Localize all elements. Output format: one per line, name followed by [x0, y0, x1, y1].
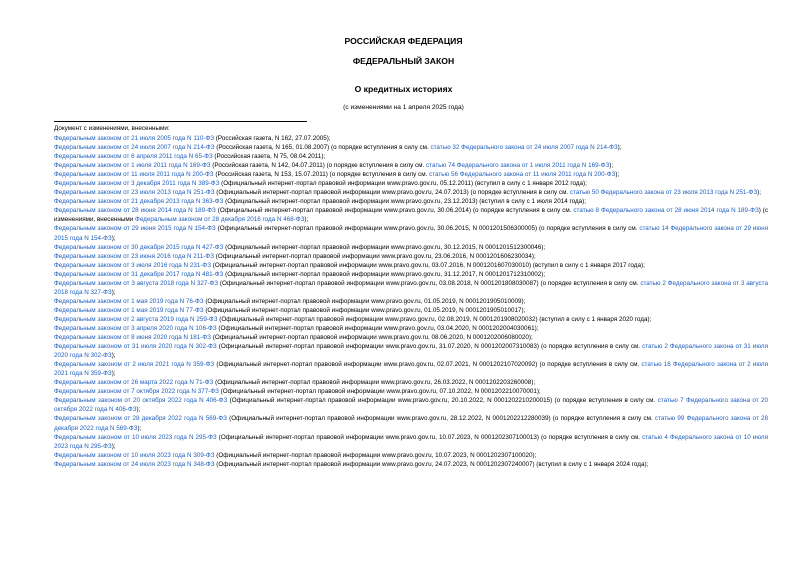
amendment-text: (Официальный интернет-портал правовой информации www.pravo.gov.ru, 01.05.2019, N 0001201905010009);	[203, 297, 526, 305]
amendment-text: (Российская газета, N 153, 15.07.2011) (о порядке вступления в силу см.	[213, 171, 430, 179]
amendment-link[interactable]: Федеральным законом от 31 июля 2020 года N 302-ФЗ	[54, 343, 217, 351]
amendment-item	[54, 451, 768, 460]
amendment-text: (Официальный интернет-портал правовой информации www.pravo.gov.ru, 24.07.2013) (о порядке вступления в силу см.	[214, 189, 570, 197]
amendment-link[interactable]: Федеральным законом от 6 апреля 2011 года N 65-ФЗ	[54, 153, 213, 161]
amendment-item	[54, 161, 768, 170]
amendment-text: (Официальный интернет-портал правовой информации www.pravo.gov.ru, 30.06.2015, N 0001201506300005) (о порядке вступления в силу см.	[215, 225, 640, 233]
amendment-item	[54, 134, 768, 143]
amendment-text: );	[137, 424, 142, 432]
amendment-link[interactable]: Федеральным законом от 3 апреля 2020 года N 106-ФЗ	[54, 324, 217, 332]
amendment-text: (Российская газета, N 165, 01.08.2007) (о порядке вступления в силу см.	[214, 144, 431, 152]
amendment-item	[54, 152, 768, 161]
amendment-link[interactable]: статью 2 Федерального закона от 3 августа 2018 года N 327-ФЗ	[54, 279, 768, 296]
amendment-link[interactable]: Федеральным законом от 3 июля 2016 года N 231-ФЗ	[54, 261, 212, 269]
amendment-link[interactable]: статью 56 Федерального закона от 11 июля 2011 года N 200-ФЗ	[429, 171, 616, 179]
amendment-link[interactable]: Федеральным законом от 29 июня 2015 года N 154-ФЗ	[54, 225, 216, 233]
amendment-text: );	[111, 370, 116, 378]
amendment-item	[54, 387, 768, 396]
amendment-link[interactable]: статью 74 Федерального закона от 1 июля 2011 года N 169-ФЗ	[426, 162, 610, 170]
amendment-link[interactable]: Федеральным законом от 28 декабря 2022 года N 569-ФЗ	[54, 415, 227, 423]
amendment-link[interactable]: Федеральным законом от 3 декабря 2011 года N 389-ФЗ	[54, 180, 220, 188]
amendment-text: (Официальный интернет-портал правовой информации www.pravo.gov.ru, 23.06.2016, N 0001201606230034);	[214, 252, 536, 260]
law-type-heading: ФЕДЕРАЛЬНЫЙ ЗАКОН	[352, 56, 455, 66]
amendment-item	[54, 324, 768, 333]
amendment-item	[54, 143, 768, 152]
amendment-item	[54, 197, 768, 206]
amendment-text: );	[615, 171, 620, 179]
amendment-text: (Официальный интернет-портал правовой информации www.pravo.gov.ru, 03.04.2020, N 0001202004030061);	[216, 324, 539, 332]
amendment-item	[54, 396, 768, 414]
amendment-text: );	[609, 162, 614, 170]
amendment-link[interactable]: статью 4 Федерального закона от 10 июля 2023 года N 295-ФЗ	[54, 433, 769, 450]
amendment-link[interactable]: Федеральным законом от 26 марта 2022 года N 71-ФЗ	[54, 379, 214, 387]
amendment-text: (Официальный интернет-портал правовой информации www.pravo.gov.ru, 23.12.2013) (вступил в силу с 1 июля 2014 года);	[223, 198, 586, 206]
amendment-text: (Официальный интернет-портал правовой информации www.pravo.gov.ru, 08.06.2020, N 0001202006080020);	[210, 334, 533, 342]
amendments-list	[54, 134, 768, 469]
amendment-text: (Официальный интернет-портал правовой информации www.pravo.gov.ru, 30.06.2014) (о порядке вступления в силу см.	[215, 207, 574, 215]
amendment-text: );	[111, 442, 116, 450]
amendment-item	[54, 433, 768, 451]
amendment-text: (Официальный интернет-портал правовой информации www.pravo.gov.ru, 20.10.2022, N 0001202210200015) (о порядке вступления в силу см.	[227, 397, 658, 405]
amendment-text: (Российская газета, N 142, 04.07.2011) (о порядке вступления в силу см.	[210, 162, 427, 170]
amendment-link[interactable]: Федеральным законом от 1 мая 2019 года N 77-ФЗ	[54, 306, 204, 314]
amendment-link[interactable]: статью 32 Федерального закона от 24 июля 2007 года N 214-ФЗ	[430, 144, 618, 152]
amendment-link[interactable]: статью 2 Федерального закона от 31 июля 2020 года N 302-ФЗ	[54, 343, 769, 360]
amendment-item	[54, 270, 768, 279]
amendment-text: (Российская газета, N 162, 27.07.2005);	[214, 135, 331, 142]
amendment-link[interactable]: Федеральным законом от 28 июня 2014 года N 189-ФЗ	[54, 207, 216, 215]
amendment-link[interactable]: статью 16 Федерального закона от 2 июля 2021 года N 359-ФЗ	[54, 361, 769, 378]
amendment-link[interactable]: Федеральным законом от 2 августа 2019 года N 259-ФЗ	[54, 315, 218, 323]
amendment-link[interactable]: Федеральным законом от 1 мая 2019 года N 76-ФЗ	[54, 297, 204, 305]
amendment-item	[54, 333, 768, 342]
amendment-text: (Официальный интернет-портал правовой информации www.pravo.gov.ru, 30.12.2015, N 0001201512300046);	[223, 243, 546, 251]
amendment-link[interactable]: Федеральным законом от 23 июля 2013 года N 251-ФЗ	[54, 189, 215, 197]
amendment-link[interactable]: Федеральным законом от 2 июля 2021 года N 359-ФЗ	[54, 361, 215, 369]
amendment-text: );	[304, 216, 309, 224]
amendment-item	[54, 252, 768, 261]
amendment-item	[54, 243, 768, 252]
amendment-text: (Официальный интернет-портал правовой информации www.pravo.gov.ru, 31.12.2017, N 0001201712310002);	[223, 270, 546, 278]
amendment-item	[54, 179, 768, 188]
amendment-link[interactable]: Федеральным законом от 24 июля 2007 года N 214-ФЗ	[54, 144, 215, 152]
amendment-link[interactable]: Федеральным законом от 23 июня 2016 года N 211-ФЗ	[54, 252, 214, 260]
amendment-item	[54, 378, 768, 387]
amendment-text: );	[111, 288, 116, 296]
amendment-link[interactable]: статью 7 Федерального закона от 20 октября 2022 года N 406-ФЗ	[54, 397, 768, 414]
amendment-link[interactable]: Федеральным законом от 10 июля 2023 года N 309-ФЗ	[54, 451, 215, 459]
amendment-link[interactable]: Федеральным законом от 21 декабря 2013 года N 363-ФЗ	[54, 198, 224, 206]
amendment-text: (Официальный интернет-портал правовой информации www.pravo.gov.ru, 10.07.2023, N 0001202307100013) (о порядке вступления в силу см.	[216, 433, 643, 441]
amendment-link[interactable]: Федеральным законом от 20 октября 2022 года N 406-ФЗ	[54, 397, 228, 405]
amendment-text: (Официальный интернет-портал правовой информации www.pravo.gov.ru, 03.08.2018, N 0001201808030087) (о порядке вступления в силу см.	[218, 279, 641, 287]
amendment-text: );	[757, 189, 761, 197]
divider	[54, 121, 307, 122]
amendment-text: ) (с изменениями, внесенными	[54, 207, 769, 224]
amendment-text: );	[111, 352, 116, 360]
amendment-text: (Официальный интернет-портал правовой информации www.pravo.gov.ru, 03.07.2016, N 0001201607030010) (вступил в силу с 1 января 2017 года);	[211, 261, 645, 269]
amendment-link[interactable]: Федеральным законом от 31 декабря 2017 года N 481-ФЗ	[54, 270, 224, 278]
amendment-item	[54, 224, 768, 242]
amendment-link[interactable]: Федеральным законом от 21 июля 2005 года N 110-ФЗ	[54, 135, 215, 142]
amendment-text: (Российская газета, N 75, 08.04.2011);	[212, 153, 326, 161]
amendment-item	[54, 297, 768, 306]
amendment-text: (Официальный интернет-портал правовой информации www.pravo.gov.ru, 31.07.2020, N 0001202007310083) (о порядке вступления в силу см.	[216, 343, 643, 351]
amendment-text: (Официальный интернет-портал правовой информации www.pravo.gov.ru, 10.07.2023, N 0001202307100020);	[214, 451, 537, 459]
amendment-text: );	[136, 406, 141, 414]
amendment-link[interactable]: Федеральным законом от 24 июля 2023 года N 348-ФЗ	[54, 460, 215, 468]
amendment-item	[54, 279, 768, 297]
amendment-link[interactable]: статью 99 Федерального закона от 28 декабря 2022 года N 569-ФЗ	[54, 415, 769, 432]
amendment-text: (Официальный интернет-портал правовой информации www.pravo.gov.ru, 05.12.2011) (вступил в силу с 1 января 2012 года);	[219, 180, 587, 188]
amendment-item	[54, 360, 768, 378]
amendment-item	[54, 188, 768, 197]
amendment-text: (Официальный интернет-портал правовой информации www.pravo.gov.ru, 02.07.2021, N 0001202107020092) (о порядке вступления в силу см.	[214, 361, 642, 369]
amendment-link[interactable]: Федеральным законом от 11 июля 2011 года N 200-ФЗ	[54, 171, 214, 179]
amendment-item	[54, 315, 768, 324]
amendment-link[interactable]: Федеральным законом от 1 июля 2011 года N 169-ФЗ	[54, 162, 211, 170]
amendment-item	[54, 306, 768, 315]
amendments-intro: Документ с изменениями, внесенными:	[54, 125, 170, 132]
amendment-item	[54, 206, 768, 224]
amendment-text: (Официальный интернет-портал правовой информации www.pravo.gov.ru, 01.05.2019, N 0001201905010017);	[203, 306, 526, 314]
amendment-text: (Официальный интернет-портал правовой информации www.pravo.gov.ru, 24.07.2023, N 0001202307240007) (вступил в силу с 1 января 2024 года);	[214, 460, 649, 468]
amendment-text: (Официальный интернет-портал правовой информации www.pravo.gov.ru, 07.10.2022, N 0001202210070001);	[218, 388, 541, 396]
amendment-link[interactable]: Федеральным законом от 28 декабря 2016 года N 468-ФЗ	[135, 216, 305, 224]
amendment-link[interactable]: Федеральным законом от 10 июля 2023 года N 295-ФЗ	[54, 433, 217, 441]
amendment-link[interactable]: Федеральным законом от 30 декабря 2015 года N 427-ФЗ	[54, 243, 224, 251]
amendment-item	[54, 342, 768, 360]
amendment-text: (Официальный интернет-портал правовой информации www.pravo.gov.ru, 02.08.2019, N 0001201908020032) (вступил в силу с 1 января 2020 года);	[217, 315, 652, 323]
amendment-link[interactable]: статью 50 Федерального закона от 23 июля 2013 года N 251-ФЗ	[569, 189, 758, 197]
amendment-text: (Официальный интернет-портал правовой информации www.pravo.gov.ru, 26.03.2022, N 0001202203260008);	[213, 379, 536, 387]
country-heading: РОССИЙСКАЯ ФЕДЕРАЦИЯ	[344, 36, 463, 46]
amendment-item	[54, 460, 768, 469]
amendment-text: );	[111, 234, 116, 242]
amendment-item	[54, 261, 768, 270]
amendment-item	[54, 414, 768, 432]
amendment-text: (Официальный интернет-портал правовой информации www.pravo.gov.ru, 28.12.2022, N 0001202212280039) (о порядке вступления в силу см.	[226, 415, 655, 423]
amendment-link[interactable]: Федеральным законом от 7 октября 2022 года N 377-ФЗ	[54, 388, 219, 396]
amendment-link[interactable]: статью 14 Федерального закона от 29 июня 2015 года N 154-ФЗ	[54, 225, 769, 242]
amendment-link[interactable]: статью 8 Федерального закона от 28 июня 2014 года N 189-ФЗ	[573, 207, 759, 215]
document-title: О кредитных историях	[354, 84, 453, 94]
amendment-link[interactable]: Федеральным законом от 8 июня 2020 года N 181-ФЗ	[54, 334, 211, 342]
amendment-text: );	[617, 144, 622, 152]
edition-note: (с изменениями на 1 апреля 2025 года)	[343, 104, 464, 111]
amendment-item	[54, 170, 768, 179]
amendment-link[interactable]: Федеральным законом от 3 августа 2018 года N 327-ФЗ	[54, 279, 219, 287]
